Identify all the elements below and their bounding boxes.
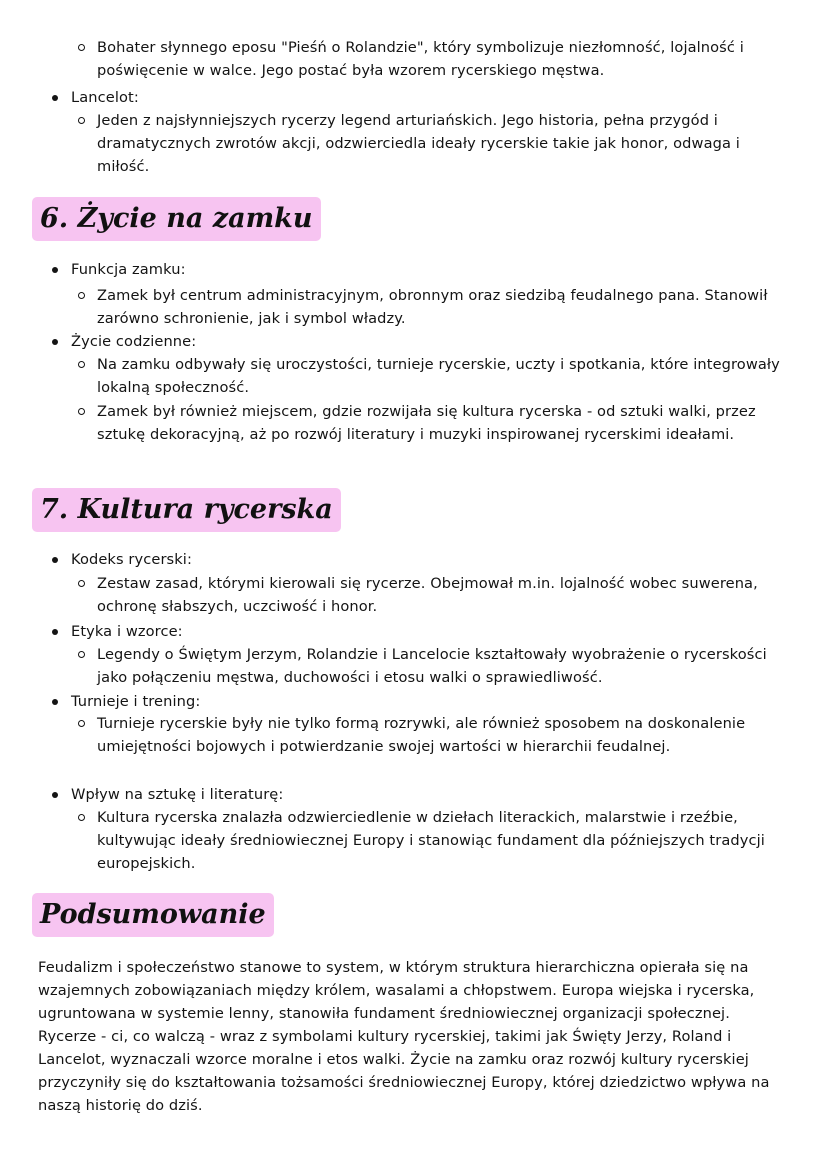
sub-item-text: Kultura rycerska znalazła odzwierciedlenie w dziełach literackich, malarstwie i rzeźbie, kultywując ideały średniowiecznej Europy i stanowiąc fundament dla późniejszych tradycji europejskich.: [97, 809, 765, 872]
roland-description: Bohater słynnego eposu "Pieśń o Rolandzie", który symbolizuje niezłomność, lojalność i poświęcenie w walce. Jego postać była wzorem rycerskiego męstwa.: [97, 39, 744, 79]
sub-item: [78, 284, 793, 330]
item-label: Etyka i wzorce:: [71, 623, 183, 640]
section-heading-kultura-rycerska: 7. Kultura rycerska: [32, 488, 341, 532]
bullet-icon: [52, 629, 58, 635]
item-label: Kodeks rycerski:: [71, 551, 192, 568]
sub-bullet-icon: [78, 408, 85, 415]
bullet-icon: [52, 339, 58, 345]
item-label: Turnieje i trening:: [71, 693, 201, 710]
sub-item-text: Legendy o Świętym Jerzym, Rolandzie i Lancelocie kształtowały wyobrażenie o rycerskości jako połączeniu męstwa, duchowości i etosu walki o sprawiedliwość.: [97, 646, 767, 686]
sub-item-text: Zestaw zasad, którymi kierowali się rycerze. Obejmował m.in. lojalność wobec suwerena, ochronę słabszych, uczciwość i honor.: [97, 575, 758, 615]
sub-item: [78, 806, 793, 875]
sub-bullet-icon: [78, 44, 85, 51]
bullet-icon: [52, 792, 58, 798]
sub-item: [78, 712, 793, 758]
bullet-icon: [52, 95, 58, 101]
section-heading-podsumowanie: Podsumowanie: [32, 893, 274, 937]
sub-item-text: Zamek był centrum administracyjnym, obronnym oraz siedzibą feudalnego pana. Stanowił zarówno schronienie, jak i symbol władzy.: [97, 287, 768, 327]
sub-bullet-icon: [78, 580, 85, 587]
lancelot-description: Jeden z najsłynniejszych rycerzy legend arturiańskich. Jego historia, pełna przygód i dramatycznych zwrotów akcji, odzwierciedla ideały rycerskie takie jak honor, odwaga i miłość.: [97, 112, 740, 175]
item-label: Funkcja zamku:: [71, 261, 186, 278]
sub-item-text: Zamek był również miejscem, gdzie rozwijała się kultura rycerska - od sztuki walki, przez sztukę dekoracyjną, aż po rozwój literatury i muzyki inspirowanej rycerskimi ideałami.: [97, 403, 756, 443]
summary-paragraph: Feudalizm i społeczeństwo stanowe to system, w którym struktura hierarchiczna opierała się na wzajemnych zobowiązaniach między królem, wasalami a chłopstwem. Europa wiejska i rycerska, ugruntowana w systemie lenny, stanowiła fundament średniowiecznej organizacji społecznej. Rycerze - ci, co walczą - wraz z symbolami kultury rycerskiej, takimi jak Święty Jerzy, Roland i Lancelot, wyznaczali wzorce moralne i etos walki. Życie na zamku oraz rozwój kultury rycerskiej przyczyniły się do kształtowania tożsamości średniowiecznej Europy, której dziedzictwo wpływa na naszą historię do dziś.: [38, 959, 770, 1114]
sub-item: [78, 353, 793, 399]
bullet-icon: [52, 699, 58, 705]
item-label: Życie codzienne:: [71, 333, 197, 350]
sub-bullet-icon: [78, 651, 85, 658]
sub-bullet-icon: [78, 117, 85, 124]
lancelot-desc-item: [78, 109, 793, 178]
sub-item-text: Turnieje rycerskie były nie tylko formą rozrywki, ale również sposobem na doskonalenie umiejętności bojowych i potwierdzanie swojej wartości w hierarchii feudalnej.: [97, 715, 746, 755]
sub-bullet-icon: [78, 720, 85, 727]
bullet-icon: [52, 557, 58, 563]
section-heading-zycie-na-zamku: 6. Życie na zamku: [32, 197, 321, 241]
sub-item-text: Na zamku odbywały się uroczystości, turnieje rycerskie, uczty i spotkania, które integrowały lokalną społeczność.: [97, 356, 780, 396]
sub-item: [78, 400, 793, 446]
sub-item: [78, 643, 793, 689]
sub-bullet-icon: [78, 814, 85, 821]
roland-item: [78, 36, 793, 82]
sub-item: [78, 572, 793, 618]
item-label: Wpływ na sztukę i literaturę:: [71, 786, 284, 803]
sub-bullet-icon: [78, 292, 85, 299]
sub-bullet-icon: [78, 361, 85, 368]
lancelot-label: Lancelot:: [71, 89, 139, 106]
bullet-icon: [52, 267, 58, 273]
